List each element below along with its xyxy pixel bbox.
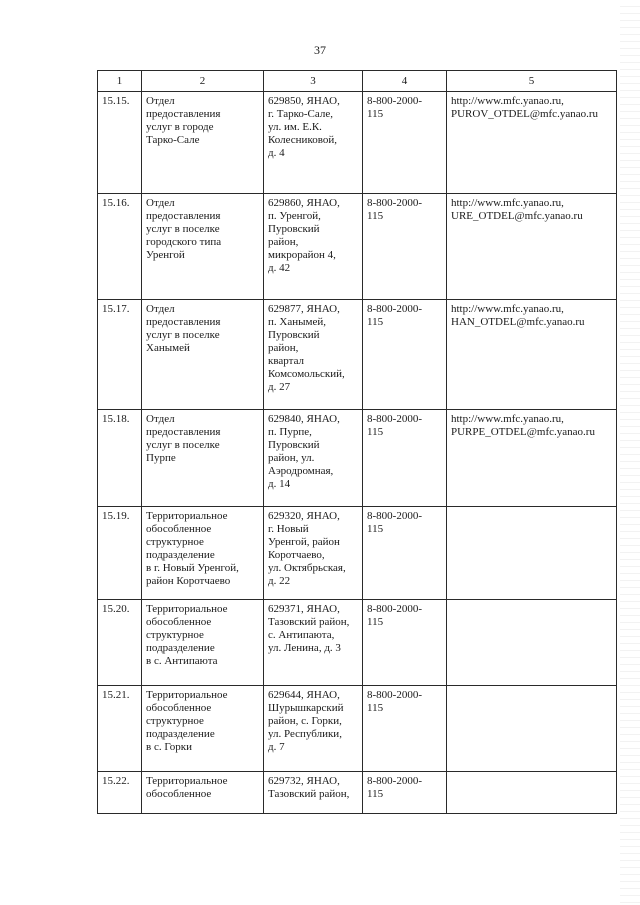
office-phone: 8-800-2000- 115 — [363, 194, 447, 300]
office-contacts — [447, 410, 617, 507]
column-header-2: 2 — [142, 71, 264, 92]
office-phone: 8-800-2000- 115 — [363, 92, 447, 194]
office-phone: 8-800-2000- 115 — [363, 772, 447, 814]
column-header-5: 5 — [447, 71, 617, 92]
office-name: Отдел предоставления услуг в городе Тарко-Сале — [142, 92, 264, 194]
table-row — [98, 300, 617, 410]
office-name: Отдел предоставления услуг в поселке Ханымей — [142, 300, 264, 410]
office-address: 629840, ЯНАО, п. Пурпе, Пуровский район, ул. Аэродромная, д. 14 — [264, 410, 363, 507]
row-number: 15.17. — [98, 300, 142, 410]
office-address: 629877, ЯНАО, п. Ханымей, Пуровский район, квартал Комсомольский, д. 27 — [264, 300, 363, 410]
table-row — [98, 92, 617, 194]
office-address: 629850, ЯНАО, г. Тарко-Сале, ул. им. Е.К. Колесниковой, д. 4 — [264, 92, 363, 194]
column-header-1: 1 — [98, 71, 142, 92]
email-link[interactable]: PUROV_OTDEL@mfc.yanao.ru — [451, 108, 598, 120]
office-name: Отдел предоставления услуг в поселке городского типа Уренгой — [142, 194, 264, 300]
email-link[interactable]: HAN_OTDEL@mfc.yanao.ru — [451, 316, 585, 328]
office-contacts — [447, 507, 617, 600]
office-address: 629371, ЯНАО, Тазовский район, с. Антипаюта, ул. Ленина, д. 3 — [264, 600, 363, 686]
office-phone: 8-800-2000- 115 — [363, 300, 447, 410]
table-row — [98, 194, 617, 300]
table-row — [98, 410, 617, 507]
table-row — [98, 600, 617, 686]
column-header-3: 3 — [264, 71, 363, 92]
header-row — [98, 71, 617, 92]
website-link[interactable]: http://www.mfc.yanao.ru, — [451, 95, 564, 107]
office-address: 629732, ЯНАО, Тазовский район, — [264, 772, 363, 814]
office-contacts — [447, 194, 617, 300]
office-name: Отдел предоставления услуг в поселке Пурпе — [142, 410, 264, 507]
email-link[interactable]: URE_OTDEL@mfc.yanao.ru — [451, 210, 583, 222]
office-address: 629860, ЯНАО, п. Уренгой, Пуровский район, микрорайон 4, д. 42 — [264, 194, 363, 300]
office-phone: 8-800-2000- 115 — [363, 686, 447, 772]
office-contacts — [447, 772, 617, 814]
mfc-offices-table — [97, 70, 617, 814]
row-number: 15.19. — [98, 507, 142, 600]
row-number: 15.16. — [98, 194, 142, 300]
scan-edge-noise — [620, 0, 640, 905]
office-address: 629644, ЯНАО, Шурышкарский район, с. Горки, ул. Республики, д. 7 — [264, 686, 363, 772]
office-address: 629320, ЯНАО, г. Новый Уренгой, район Коротчаево, ул. Октябрьская, д. 22 — [264, 507, 363, 600]
office-contacts — [447, 686, 617, 772]
email-link[interactable]: PURPE_OTDEL@mfc.yanao.ru — [451, 426, 595, 438]
table-row — [98, 507, 617, 600]
row-number: 15.18. — [98, 410, 142, 507]
row-number: 15.21. — [98, 686, 142, 772]
row-number: 15.20. — [98, 600, 142, 686]
office-contacts — [447, 92, 617, 194]
page-number: 37 — [314, 43, 326, 57]
website-link[interactable]: http://www.mfc.yanao.ru, — [451, 303, 564, 315]
row-number: 15.15. — [98, 92, 142, 194]
office-phone: 8-800-2000- 115 — [363, 507, 447, 600]
office-name: Территориальное обособленное структурное подразделение в с. Горки — [142, 686, 264, 772]
website-link[interactable]: http://www.mfc.yanao.ru, — [451, 197, 564, 209]
office-name: Территориальное обособленное структурное подразделение в г. Новый Уренгой, район Коротчаево — [142, 507, 264, 600]
office-name: Территориальное обособленное структурное подразделение в с. Антипаюта — [142, 600, 264, 686]
office-name: Территориальное обособленное — [142, 772, 264, 814]
office-phone: 8-800-2000- 115 — [363, 600, 447, 686]
table-row — [98, 686, 617, 772]
office-phone: 8-800-2000- 115 — [363, 410, 447, 507]
table-row — [98, 772, 617, 814]
office-contacts — [447, 600, 617, 686]
column-header-4: 4 — [363, 71, 447, 92]
row-number: 15.22. — [98, 772, 142, 814]
website-link[interactable]: http://www.mfc.yanao.ru, — [451, 413, 564, 425]
office-contacts — [447, 300, 617, 410]
